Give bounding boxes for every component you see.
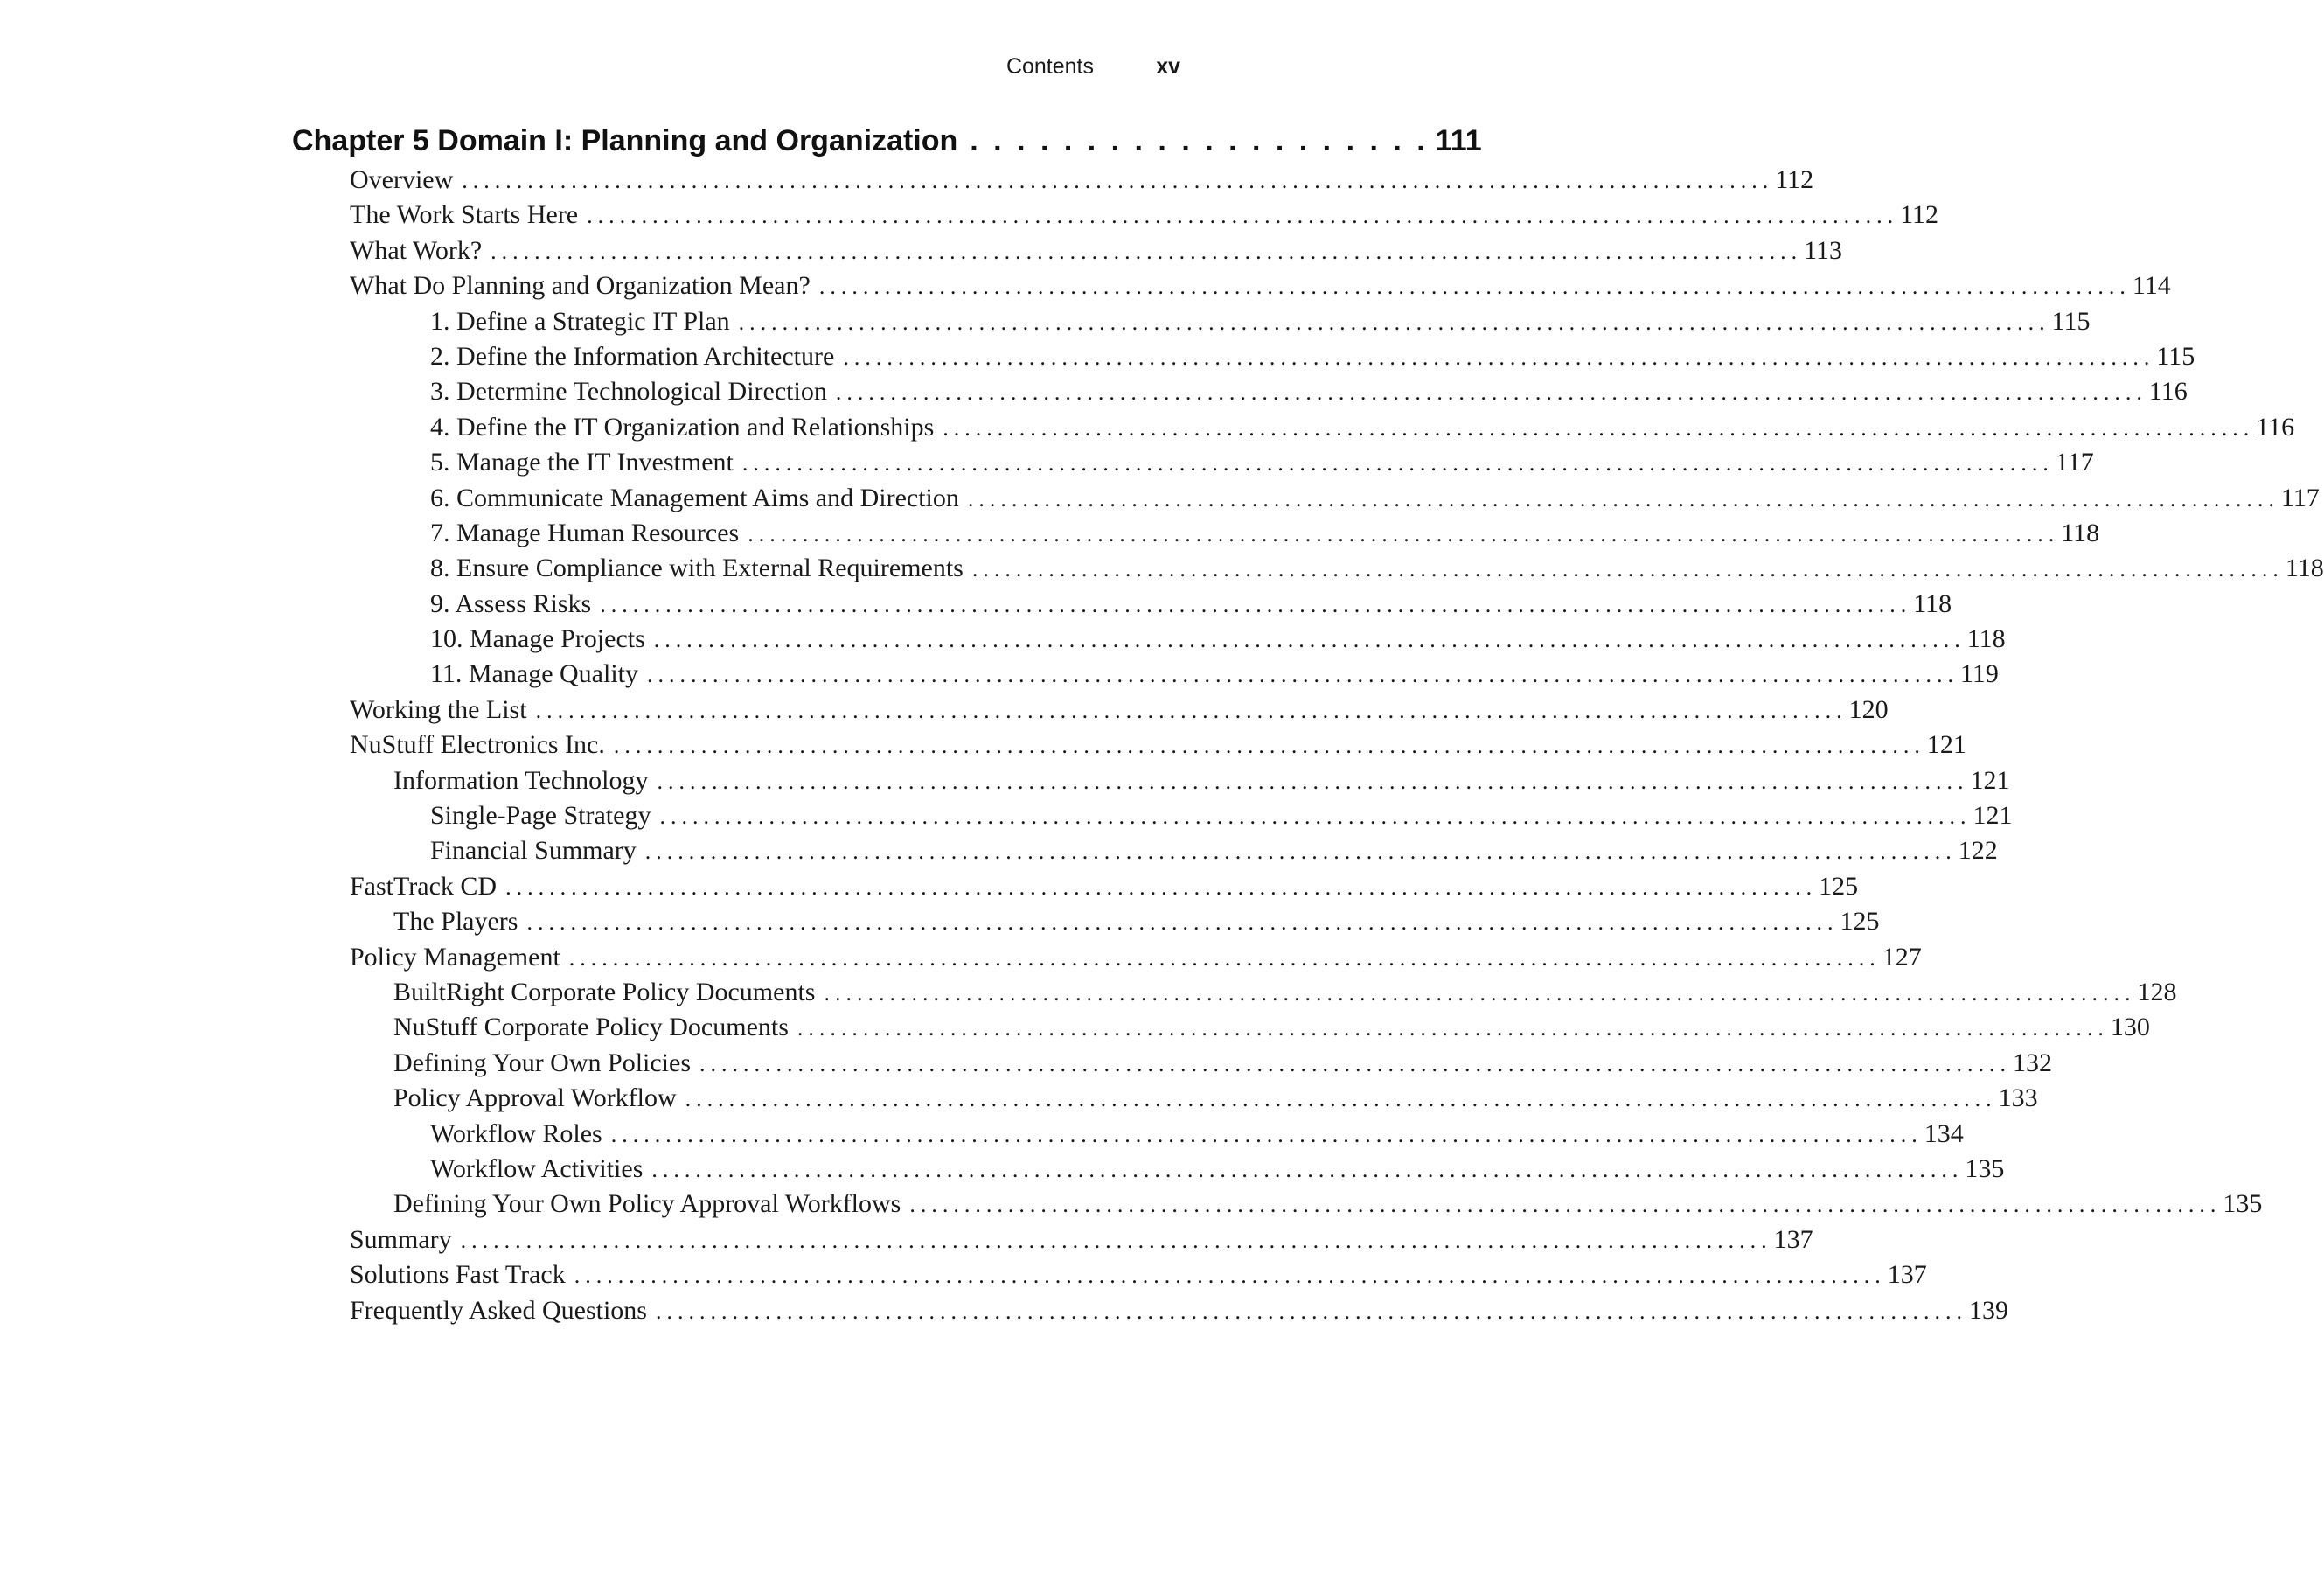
toc-entry-title: Overview: [350, 165, 454, 194]
toc-entry-title: Solutions Fast Track: [350, 1260, 566, 1290]
toc-entry[interactable]: [393, 975, 2177, 1010]
toc-entry[interactable]: [430, 551, 2324, 586]
toc-entry[interactable]: [430, 410, 2295, 445]
dot-leader: ........................................................................................................................: [610, 1121, 1923, 1147]
toc-entry-page-number: 130: [2110, 1013, 2150, 1042]
toc-entry[interactable]: [430, 481, 2320, 516]
dot-leader: ........................................................................................................................: [613, 733, 1925, 759]
toc-entry[interactable]: [350, 693, 1889, 728]
dot-leader: ........................................................................................................................: [568, 944, 1881, 971]
toc-entry-title: BuiltRight Corporate Policy Documents: [393, 977, 816, 1006]
chapter-heading[interactable]: [292, 124, 1482, 166]
dot-leader: ........................................................................................................................: [657, 768, 1969, 794]
toc-entry[interactable]: [430, 798, 2013, 833]
dot-leader: ........................................................................................................................: [574, 1263, 1886, 1289]
toc-entry-title: What Do Planning and Organization Mean?: [350, 271, 811, 301]
toc-entry[interactable]: [430, 445, 2094, 480]
toc-entry-title: FastTrack CD: [350, 871, 498, 901]
toc-entry-page-number: 127: [1882, 942, 1922, 972]
toc-entry-page-number: 118: [2061, 518, 2100, 547]
toc-entry[interactable]: [430, 1152, 2005, 1187]
dot-leader: ........................................................................................................................: [971, 556, 2284, 582]
toc-entry-title: Financial Summary: [430, 836, 637, 866]
running-head-section: Contents: [1005, 54, 1094, 79]
toc-entry[interactable]: [350, 728, 1966, 763]
toc-entry-title: Defining Your Own Policy Approval Workflows: [393, 1189, 901, 1219]
dot-leader: ........................................................................................................................: [644, 839, 1957, 865]
dot-leader: ........................................................................................................................: [685, 1086, 1997, 1112]
dot-leader: ........................................................................................................................: [943, 414, 2255, 441]
page-number: xv: [1156, 54, 1180, 79]
toc-entry[interactable]: [393, 1010, 2150, 1045]
toc-entry[interactable]: [350, 1257, 1927, 1292]
toc-entry-page-number: 113: [1804, 235, 1843, 265]
toc-entry-title: 2. Define the Information Architecture: [430, 341, 835, 371]
dot-leader: ........................................................................................................................: [824, 979, 2136, 1006]
toc-entry-page-number: 121: [1973, 801, 2013, 831]
toc-entry[interactable]: [393, 1187, 2263, 1222]
toc-entry-page-number: 137: [1773, 1224, 1813, 1254]
dot-leader: ........................................................................................................................: [647, 662, 1959, 688]
dot-leader: ........................................................................................................................: [460, 1227, 1772, 1253]
chapter-page-number: 111: [1435, 124, 1482, 157]
toc-entry-page-number: 128: [2137, 977, 2177, 1006]
dot-leader: ........................................................................................................................: [535, 697, 1847, 723]
toc-entry-page-number: 125: [1840, 907, 1880, 937]
toc-entry-page-number: 115: [2156, 341, 2195, 371]
dot-leader: ........................................................................................................................: [699, 1050, 2012, 1076]
toc-entry[interactable]: [350, 940, 1922, 975]
toc-entry-page-number: 137: [1887, 1260, 1927, 1290]
toc-entry[interactable]: [430, 622, 2006, 657]
dot-leader: ........................................................................................................................: [655, 1298, 1967, 1324]
toc-entry-title: 9. Assess Risks: [430, 589, 592, 618]
toc-entry[interactable]: [430, 587, 1952, 622]
toc-entry-page-number: 139: [1968, 1295, 2008, 1325]
dot-leader: ........................................................................................................................: [748, 520, 2060, 547]
dot-leader: ........................................................................................................................: [741, 450, 2054, 477]
toc-entry-title: The Players: [393, 907, 518, 937]
toc-entry-title: Policy Approval Workflow: [393, 1083, 677, 1113]
dot-leader: ........................................................................................................................: [600, 591, 1912, 617]
toc-entry-title: Summary: [350, 1224, 452, 1254]
toc-entry-title: 5. Manage the IT Investment: [430, 448, 734, 477]
dot-leader: ........................................................................................................................: [909, 1192, 2222, 1218]
toc-entry-page-number: 120: [1848, 694, 1889, 724]
dot-leader: . . . . . . . . . . . . . . . . . . . .: [970, 124, 1429, 157]
dot-leader: ........................................................................................................................: [797, 1015, 2109, 1041]
toc-entry-page-number: 135: [1965, 1153, 2005, 1183]
toc-entry[interactable]: [350, 198, 1939, 233]
toc-entry-title: 6. Communicate Management Aims and Direction: [430, 483, 959, 512]
toc-entry-title: 1. Define a Strategic IT Plan: [430, 306, 730, 336]
toc-entry[interactable]: [430, 374, 2188, 409]
toc-entry-page-number: 112: [1900, 200, 1939, 230]
toc-entry-page-number: 117: [2280, 483, 2320, 512]
toc-entry[interactable]: [393, 1081, 2038, 1116]
toc-entry[interactable]: [350, 869, 1859, 904]
dot-leader: ........................................................................................................................: [967, 485, 2279, 512]
toc-entry[interactable]: [430, 304, 2091, 339]
toc-entry[interactable]: [393, 904, 1880, 939]
toc-entry-title: Workflow Activities: [430, 1153, 644, 1183]
toc-entry-page-number: 114: [2132, 271, 2171, 301]
toc-entry-page-number: 112: [1775, 165, 1814, 194]
toc-entry-title: What Work?: [350, 235, 483, 265]
toc-entry-page-number: 125: [1819, 871, 1859, 901]
running-head: [0, 54, 1224, 80]
dot-leader: ........................................................................................................................: [835, 380, 2147, 406]
toc-entry[interactable]: [350, 1293, 2008, 1328]
toc-entry[interactable]: [350, 233, 1843, 268]
toc-entry[interactable]: [393, 1046, 2053, 1081]
toc-entry-title: Workflow Roles: [430, 1118, 602, 1148]
toc-entry-title: 3. Determine Technological Direction: [430, 377, 827, 407]
toc-entry-page-number: 122: [1958, 836, 1998, 866]
toc-entry-page-number: 135: [2223, 1189, 2263, 1219]
toc-entry-title: Working the List: [350, 694, 527, 724]
toc-entry[interactable]: [393, 763, 2010, 798]
toc-entry[interactable]: [430, 516, 2100, 551]
dot-leader: ........................................................................................................................: [651, 1156, 1964, 1182]
toc-entry-title: The Work Starts Here: [350, 200, 579, 230]
toc-entry-page-number: 133: [1998, 1083, 2038, 1113]
dot-leader: ........................................................................................................................: [659, 804, 1972, 830]
toc-entry-title: Information Technology: [393, 765, 649, 795]
toc-entry[interactable]: [430, 833, 1998, 868]
toc-entry[interactable]: [430, 657, 1999, 692]
toc-entry-page-number: 121: [1970, 765, 2010, 795]
dot-leader: ........................................................................................................................: [843, 344, 2155, 370]
toc-entry-title: NuStuff Electronics Inc.: [350, 730, 605, 760]
toc-entry-page-number: 116: [2256, 412, 2295, 442]
toc-entry-page-number: 119: [1960, 659, 1999, 689]
dot-leader: ........................................................................................................................: [491, 238, 1803, 264]
toc-entry-page-number: 118: [2285, 554, 2324, 583]
toc-entry-page-number: 134: [1924, 1118, 1964, 1148]
toc-entry[interactable]: [430, 1117, 1964, 1152]
toc-entry-title: 7. Manage Human Resources: [430, 518, 740, 547]
toc-entry-title: Defining Your Own Policies: [393, 1048, 692, 1077]
dot-leader: ........................................................................................................................: [462, 168, 1774, 193]
dot-leader: ........................................................................................................................: [653, 627, 1966, 653]
toc-entry-page-number: 121: [1926, 730, 1966, 760]
toc-entry-page-number: 118: [1913, 589, 1952, 618]
toc-entry-title: NuStuff Corporate Policy Documents: [393, 1013, 789, 1042]
toc-entry-title: Single-Page Strategy: [430, 801, 651, 831]
toc-entry-page-number: 117: [2055, 448, 2094, 477]
toc-entry-title: Policy Management: [350, 942, 560, 972]
toc-entry-page-number: 132: [2013, 1048, 2053, 1077]
toc-entry-page-number: 115: [2051, 306, 2091, 336]
toc-entry-title: Frequently Asked Questions: [350, 1295, 647, 1325]
toc-entry-title: 4. Define the IT Organization and Relationships: [430, 412, 935, 442]
dot-leader: ........................................................................................................................: [818, 274, 2131, 300]
toc-entry-title: 11. Manage Quality: [430, 659, 638, 689]
toc-entry[interactable]: [350, 268, 2171, 303]
toc-entry-page-number: 118: [1966, 624, 2006, 654]
dot-leader: ........................................................................................................................: [738, 309, 2050, 335]
chapter-title: Chapter 5 Domain I: Planning and Organization: [292, 124, 958, 157]
dot-leader: ........................................................................................................................: [587, 203, 1899, 229]
toc-entry[interactable]: [350, 1222, 1813, 1257]
toc-entry[interactable]: [430, 339, 2195, 374]
dot-leader: ........................................................................................................................: [526, 909, 1839, 936]
toc-entry[interactable]: [350, 163, 1814, 198]
dot-leader: ........................................................................................................................: [505, 874, 1818, 900]
toc-entries: [0, 163, 2324, 1328]
toc-entry-title: 10. Manage Projects: [430, 624, 645, 654]
toc-entry-page-number: 116: [2148, 377, 2188, 407]
toc-entry-title: 8. Ensure Compliance with External Requirements: [430, 554, 964, 583]
